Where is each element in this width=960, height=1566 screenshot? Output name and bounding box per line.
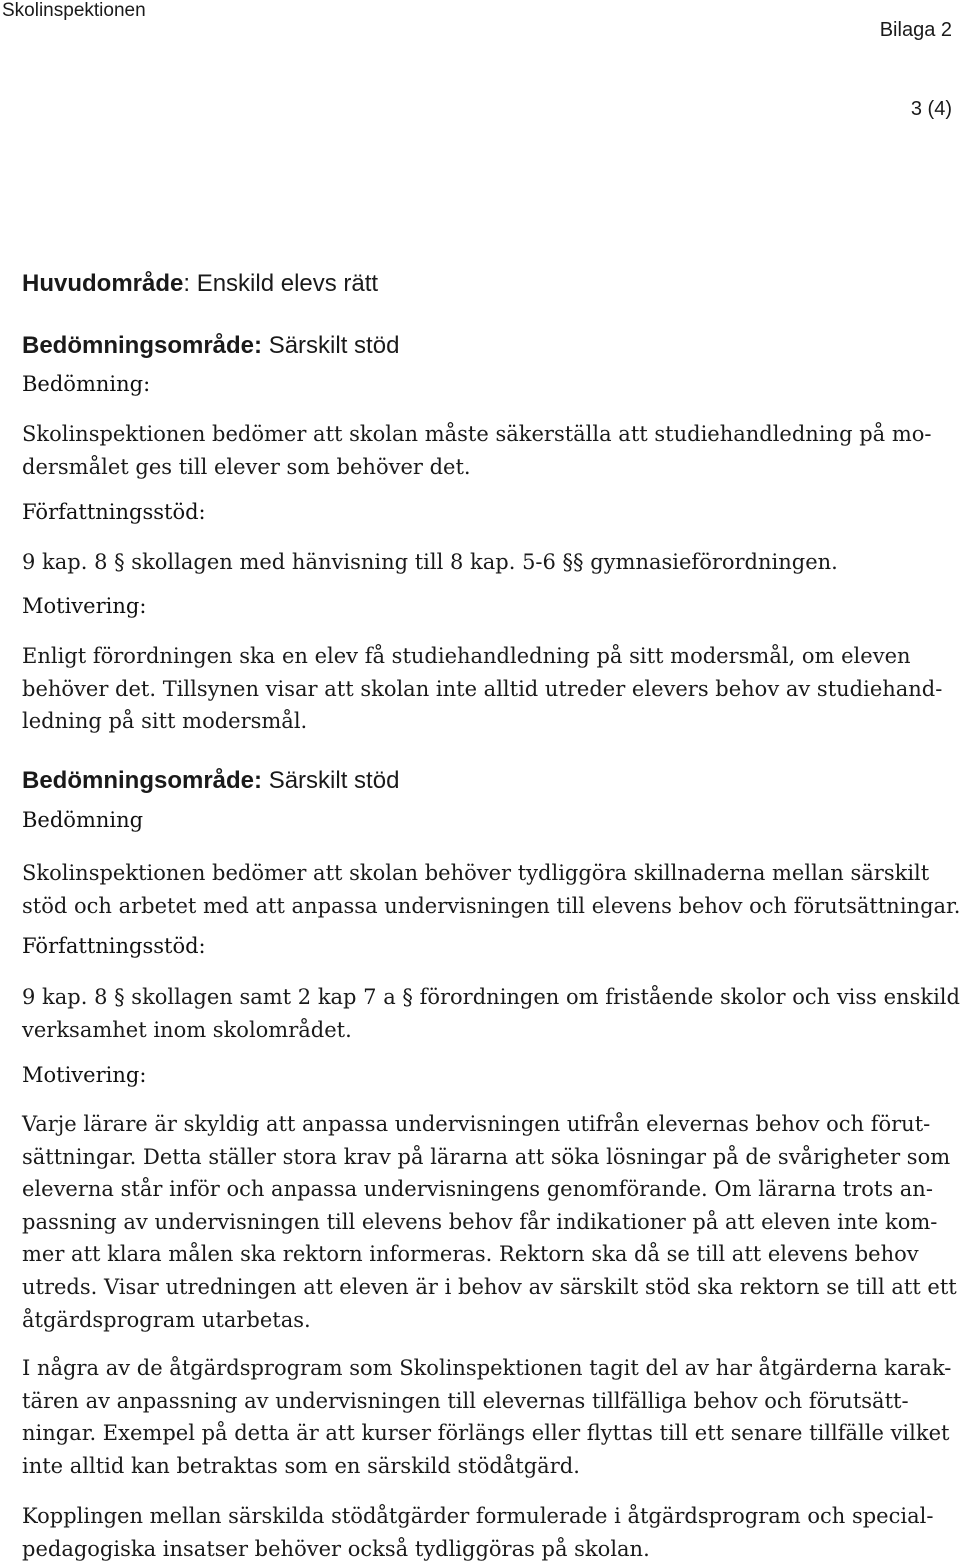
section2-statute-text — [22, 981, 960, 1046]
section2-area-value: Särskilt stöd — [262, 767, 400, 794]
text-line: utreds. Visar utredningen att eleven är i behov av särskilt stöd ska rektorn se till att ett — [22, 1274, 957, 1299]
text-line: ledning på sitt modersmål. — [22, 709, 308, 734]
section1-assessment-label: Bedömning: — [22, 372, 151, 396]
text-line: dersmålet ges till elever som behöver det. — [22, 454, 471, 479]
text-line: Varje lärare är skyldig att anpassa undervisningen utifrån elevernas behov och förut- — [22, 1112, 931, 1136]
section1-statute-label: Författningsstöd: — [22, 500, 206, 524]
section1-area-label: Bedömningsområde: — [22, 332, 263, 359]
section1-motivation-label: Motivering: — [22, 594, 147, 618]
section2-motivation-paragraph-3 — [22, 1500, 933, 1565]
text-line: behöver det. Tillsynen visar att skolan inte alltid utreder elevers behov av studiehand- — [22, 676, 943, 701]
text-line: Enligt förordningen ska en elev få studiehandledning på sitt modersmål, om eleven — [22, 644, 911, 668]
text-line: Skolinspektionen bedömer att skolan måste säkerställa att studiehandledning på mo- — [22, 422, 932, 446]
section1-assessment-text — [22, 418, 931, 483]
main-area-heading — [22, 270, 378, 298]
header-appendix: Bilaga 2 — [879, 19, 952, 41]
text-line: ningar. Exempel på detta är att kurser förlängs eller flyttas till ett senare tillfälle vilket — [22, 1421, 950, 1446]
text-line: pedagogiska insatser behöver också tydliggöras på skolan. — [22, 1536, 650, 1561]
text-line: Kopplingen mellan särskilda stödåtgärder formulerade i åtgärdsprogram och special- — [22, 1504, 934, 1528]
text-line: Skolinspektionen bedömer att skolan behöver tydliggöra skillnaderna mellan särskilt — [22, 861, 930, 885]
section2-area-label: Bedömningsområde: — [22, 767, 263, 794]
text-line: eleverna står inför och anpassa undervisningens genomförande. Om lärarna trots an- — [22, 1177, 933, 1202]
text-line: passning av undervisningen till elevens behov får indikationer på att eleven inte kom- — [22, 1209, 938, 1234]
section2-motivation-paragraph-1 — [22, 1108, 957, 1336]
section1-area-heading — [22, 332, 399, 360]
page-number: 3 (4) — [910, 98, 952, 120]
text-line: stöd och arbetet med att anpassa undervisningen till elevens behov och förutsättningar. — [22, 893, 960, 918]
text-line: mer att klara målen ska rektorn informeras. Rektorn ska då se till att elevens behov — [22, 1242, 919, 1267]
text-line: 9 kap. 8 § skollagen med hänvisning till 8 kap. 5-6 §§ gymnasieförordningen. — [22, 550, 838, 574]
section2-statute-label: Författningsstöd: — [22, 934, 206, 958]
section1-motivation-text — [22, 640, 942, 738]
section1-statute-text — [22, 546, 838, 579]
text-line: sättningar. Detta ställer stora krav på lärarna att söka lösningar på de svårigheter som — [22, 1144, 951, 1169]
section2-motivation-label: Motivering: — [22, 1063, 147, 1087]
section2-assessment-text — [22, 857, 960, 922]
section2-motivation-paragraph-2 — [22, 1352, 951, 1482]
text-line: åtgärdsprogram utarbetas. — [22, 1307, 311, 1332]
section1-area-value: Särskilt stöd — [262, 332, 400, 359]
main-area-label: Huvudområde — [22, 270, 184, 297]
text-line: tären av anpassning av undervisningen till elevernas tillfälliga behov och förutsätt- — [22, 1388, 909, 1413]
header-organization: Skolinspektionen — [2, 0, 146, 21]
text-line: verksamhet inom skolområdet. — [22, 1017, 352, 1042]
text-line: inte alltid kan betraktas som en särskild stödåtgärd. — [22, 1453, 580, 1478]
section2-area-heading — [22, 767, 399, 795]
text-line: I några av de åtgärdsprogram som Skolinspektionen tagit del av har åtgärderna karak- — [22, 1356, 952, 1380]
main-area-value: : Enskild elevs rätt — [183, 270, 379, 297]
text-line: 9 kap. 8 § skollagen samt 2 kap 7 a § förordningen om fristående skolor och viss enskild — [22, 985, 960, 1009]
section2-assessment-label: Bedömning — [22, 808, 144, 832]
